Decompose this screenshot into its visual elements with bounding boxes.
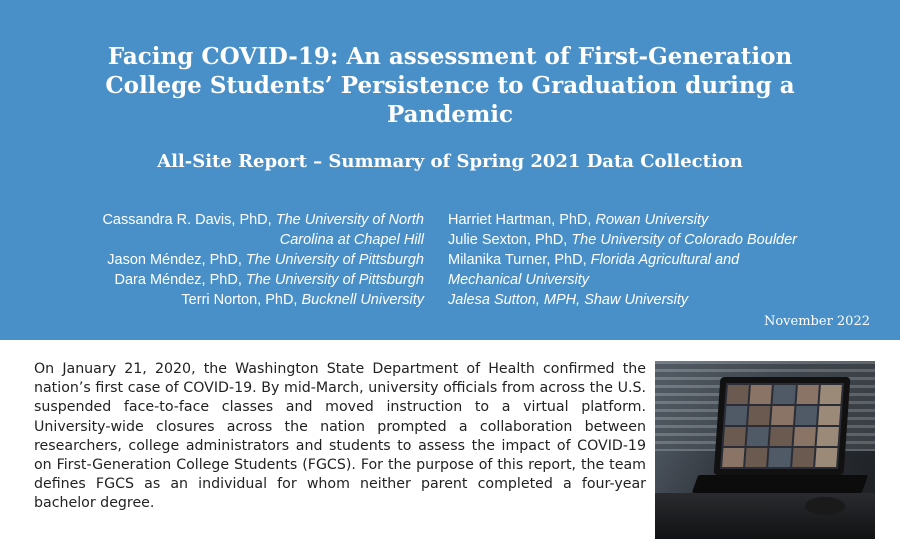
video-tile — [747, 427, 770, 446]
video-tile — [796, 385, 819, 404]
author-affiliation: The University of Pittsburgh — [245, 272, 424, 288]
author-name: Julie Sexton, PhD, — [448, 232, 572, 248]
report-subtitle: All-Site Report – Summary of Spring 2021 Data Collection — [157, 151, 743, 172]
video-tile — [773, 385, 796, 404]
report-date: November 2022 — [763, 314, 870, 329]
intro-paragraph: On January 21, 2020, the Washington State Department of Health confirmed the nation’s first case of COVID-19. By mid-March, university officials from across the U.S. suspended face-to-face classes and moved instruction to a virtual platform. University-wide closures across the nation prompted a collaboration between researchers, college administrators and students to assess the impact of COVID-19 on First-Generation College Students (FGCS). For the purpose of this report, the team defines FGCS as an individual for whom neither parent completed a four-year bachelor degree. — [34, 361, 646, 512]
author-affiliation: The University of North — [275, 212, 424, 228]
video-tile — [819, 385, 842, 404]
desk-surface — [655, 493, 875, 539]
author-name: Milanika Turner, PhD, — [448, 252, 591, 268]
author-entry — [24, 210, 424, 230]
laptop-keyboard — [692, 475, 869, 493]
authors-left-column — [24, 210, 424, 310]
author-entry — [448, 230, 868, 250]
video-tile — [771, 406, 794, 425]
author-entry — [24, 290, 424, 310]
video-tile — [770, 427, 793, 446]
author-affiliation: Carolina at Chapel Hill — [279, 232, 424, 248]
author-name: Harriet Hartman, PhD, — [448, 212, 596, 228]
author-entry — [448, 290, 868, 310]
report-title — [100, 42, 800, 129]
title-line: Pandemic — [386, 101, 514, 128]
author-affiliation: Rowan University — [595, 212, 709, 228]
author-name: Terri Norton, PhD, — [181, 292, 302, 308]
video-tile — [793, 427, 816, 446]
video-tile — [745, 448, 768, 467]
video-tile — [722, 448, 745, 467]
author-affiliation: Jalesa Sutton, MPH, Shaw University — [448, 292, 689, 308]
author-entry — [24, 230, 424, 250]
author-entry — [24, 270, 424, 290]
video-tile — [769, 448, 792, 467]
author-name: Cassandra R. Davis, PhD, — [102, 212, 276, 228]
author-affiliation: The University of Colorado Boulder — [571, 232, 797, 248]
laptop-video-call-photo — [655, 361, 875, 539]
video-tile — [727, 385, 750, 404]
author-affiliation: Mechanical University — [448, 272, 590, 288]
video-tile — [816, 427, 839, 446]
video-tile — [750, 385, 773, 404]
authors-right-column — [448, 210, 868, 310]
video-tile — [725, 406, 748, 425]
video-tile — [795, 406, 818, 425]
author-affiliation: Bucknell University — [301, 292, 424, 308]
computer-mouse — [805, 497, 845, 515]
video-tile — [724, 427, 747, 446]
video-tile — [792, 448, 815, 467]
video-call-grid — [720, 383, 844, 469]
author-entry — [448, 250, 868, 270]
title-line: College Students’ Persistence to Graduation during a — [105, 72, 795, 99]
video-tile — [815, 448, 838, 467]
video-tile — [818, 406, 841, 425]
author-name: Dara Méndez, PhD, — [114, 272, 246, 288]
author-name: Jason Méndez, PhD, — [107, 252, 246, 268]
author-entry — [24, 250, 424, 270]
author-affiliation: The University of Pittsburgh — [245, 252, 424, 268]
author-affiliation: Florida Agricultural and — [590, 252, 740, 268]
video-tile — [748, 406, 771, 425]
author-entry — [448, 270, 868, 290]
title-line: Facing COVID-19: An assessment of First-Generation — [107, 43, 793, 70]
laptop-screen — [714, 377, 851, 475]
author-entry — [448, 210, 868, 230]
